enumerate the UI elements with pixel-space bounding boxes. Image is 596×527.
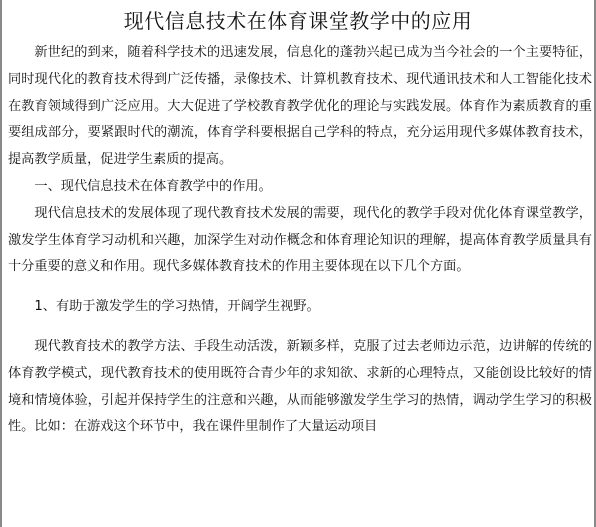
paragraph-spacing [8, 321, 592, 334]
subsection-heading-1: 1、有助于激发学生的学习热情，开阔学生视野。 [34, 299, 320, 315]
page-left-border [0, 0, 2, 527]
intro-paragraph: 新世纪的到来，随着科学技术的迅速发展，信息化的蓬勃兴起已成为当今社会的一个主要特征，同时现代化的教育技术得到广泛传播，录像技术、计算机教育技术、现代通讯技术和人工智能化技术在教育领域得到广泛应用。大大促进了学校教育教学优化的理论与实践发展。体育作为素质教育的重要组成部分，要紧跟时代的潮流，体育学科要根据自己学科的特点，充分运用现代多媒体教育技术，提高教学质量，促进学生素质的提高。 [8, 45, 592, 168]
section-heading-1: 一、现代信息技术在体育教学中的作用。 [34, 178, 272, 194]
document-title: 现代信息技术在体育课堂教学中的应用 [123, 9, 473, 33]
document-body [8, 40, 592, 441]
section-1-paragraph: 现代信息技术的发展体现了现代教育技术发展的需要，现代化的教学手段对优化体育课堂教学，激发学生体育学习动机和兴趣，加深学生对动作概念和体育理论知识的理解，提高体育教学质量具有十分重要的意义和作用。现代多媒体教育技术的作用主要体现在以下几个方面。 [8, 205, 592, 275]
subsection-1-paragraph: 现代教育技术的教学方法、手段生动活泼，新颖多样，克服了过去老师边示范，边讲解的传统的体育教学模式，现代教育技术的使用既符合青少年的求知欲、求新的心理特点，又能创设比较好的情境和情境体验，引起并保持学生的注意和兴趣，从而能够激发学生学习的热情，调动学生学习的积极性。比如：在游戏这个环节中，我在课件里制作了大量运动项目 [8, 338, 592, 435]
paragraph-spacing [8, 281, 592, 294]
